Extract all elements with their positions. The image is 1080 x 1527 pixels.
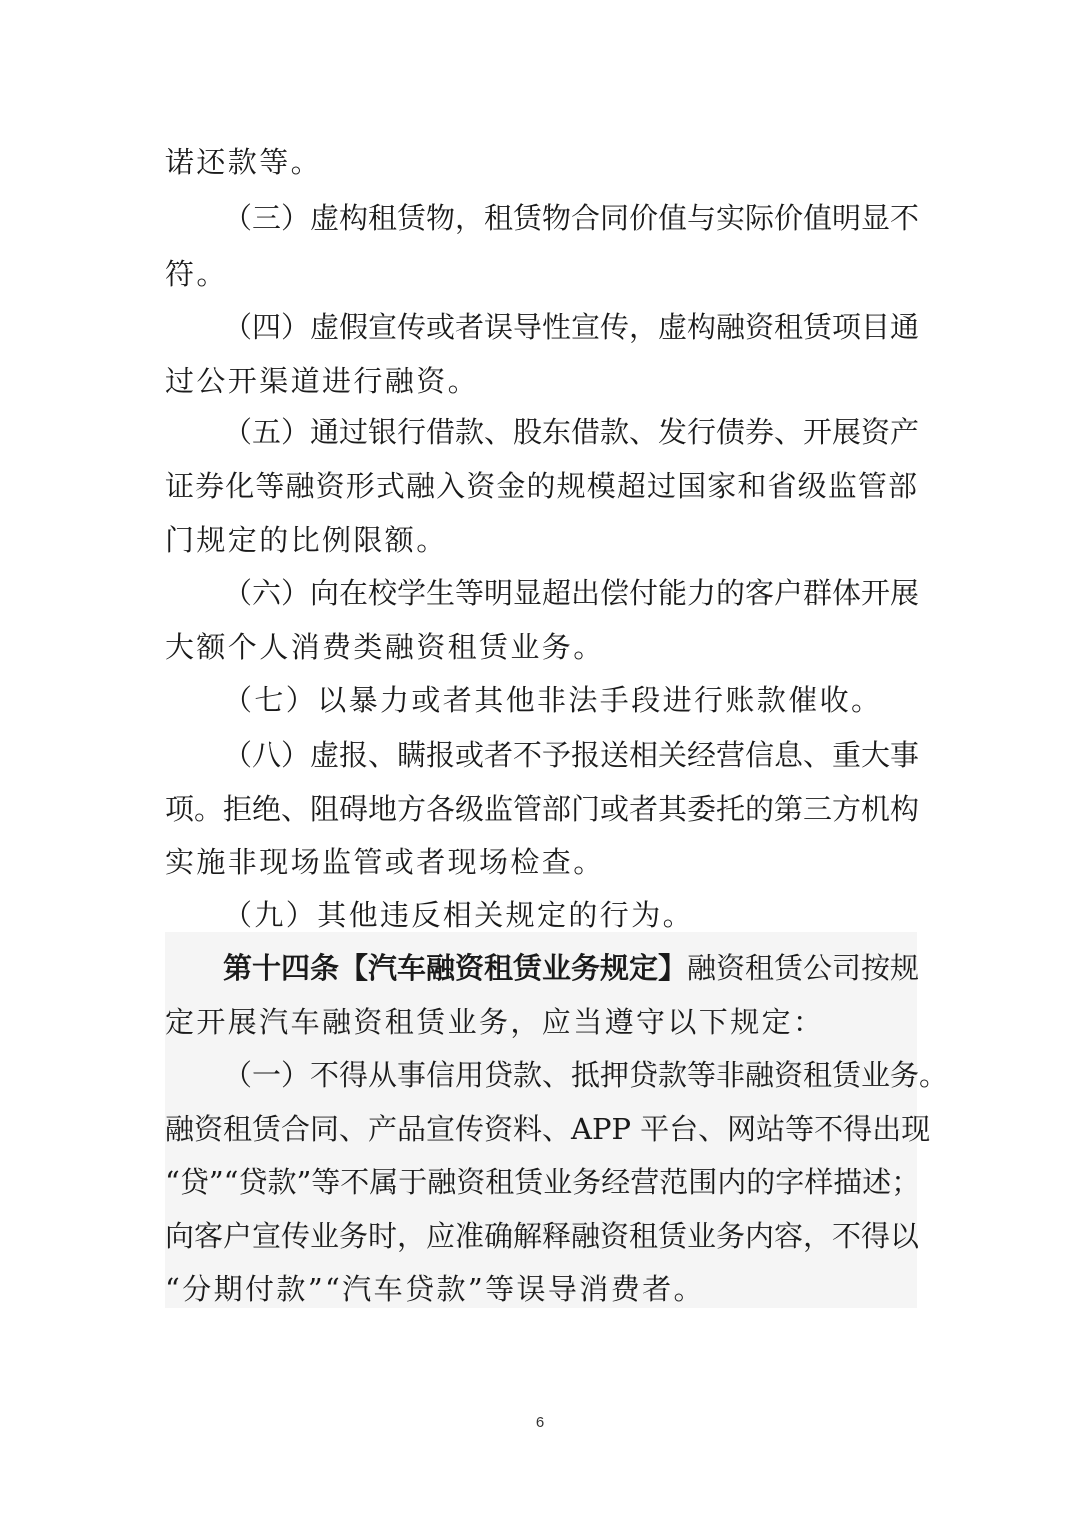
list-item-9: （九）其他违反相关规定的行为。 (223, 898, 695, 932)
article-title: 第十四条【汽车融资租赁业务规定】 (223, 951, 688, 985)
paragraph-line: 项。拒绝、阻碍地方各级监管部门或者其委托的第三方机构 (165, 792, 920, 826)
paragraph-line: 融资租赁合同、产品宣传资料、APP 平台、网站等不得出现 (165, 1112, 931, 1146)
article-text: 融资租赁公司按规 (687, 951, 920, 985)
paragraph-line: 门规定的比例限额。 (165, 523, 448, 557)
paragraph-line: 实施非现场监管或者现场检查。 (165, 845, 605, 879)
list-item-4: （四）虚假宣传或者误导性宣传，虚构融资租赁项目通 (223, 310, 920, 344)
paragraph-line: “分期付款”“汽车贷款”等误导消费者。 (165, 1272, 705, 1306)
list-item-5: （五）通过银行借款、股东借款、发行债券、开展资产 (223, 415, 920, 449)
paragraph-line: 符。 (165, 257, 228, 291)
paragraph-line: “贷”“贷款”等不属于融资租赁业务经营范围内的字样描述； (165, 1165, 921, 1199)
paragraph-line: 过公开渠道进行融资。 (165, 364, 480, 398)
paragraph-line: 诺还款等。 (165, 145, 323, 179)
paragraph-line: 证券化等融资形式融入资金的规模超过国家和省级监管部 (165, 469, 917, 503)
paragraph-line: 大额个人消费类融资租赁业务。 (165, 630, 605, 664)
paragraph-line: 向客户宣传业务时，应准确解释融资租赁业务内容，不得以 (165, 1219, 920, 1253)
page-number: 6 (535, 1414, 545, 1431)
paragraph-line: 定开展汽车融资租赁业务，应当遵守以下规定： (165, 1005, 825, 1039)
article-14-heading (223, 948, 920, 988)
article-14-item-1: （一）不得从事信用贷款、抵押贷款等非融资租赁业务。 (223, 1058, 949, 1092)
list-item-6: （六）向在校学生等明显超出偿付能力的客户群体开展 (223, 576, 920, 610)
list-item-8: （八）虚报、瞒报或者不予报送相关经营信息、重大事 (223, 738, 920, 772)
list-item-7: （七）以暴力或者其他非法手段进行账款催收。 (223, 683, 883, 717)
list-item-3: （三）虚构租赁物，租赁物合同价值与实际价值明显不 (223, 201, 920, 235)
